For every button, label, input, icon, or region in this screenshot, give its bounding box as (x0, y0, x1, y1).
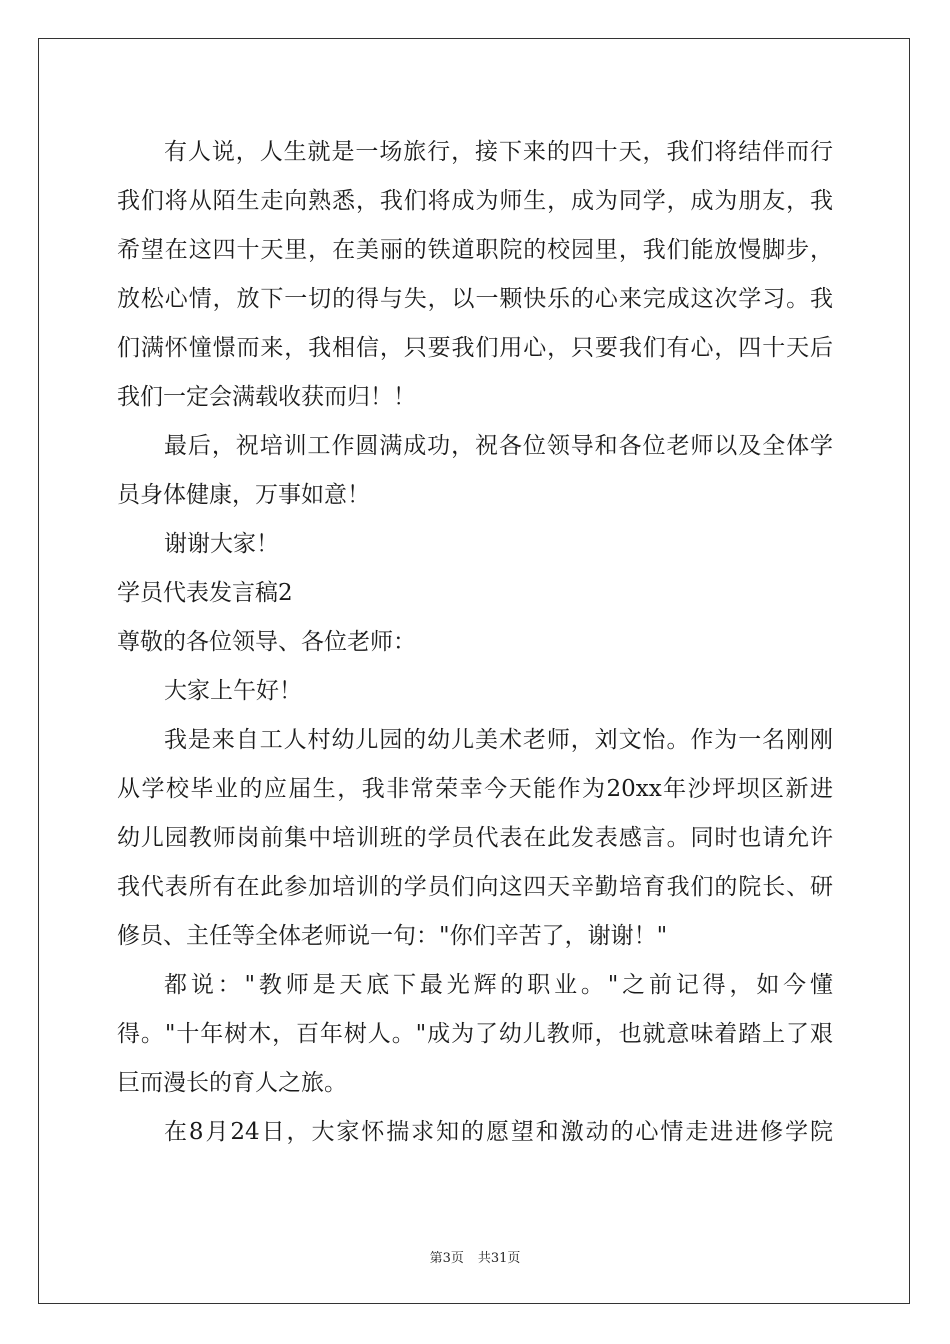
section-title: 学员代表发言稿2 (117, 580, 293, 606)
text-line: 最后，祝培训工作圆满成功，祝各位领导和各位老师以及全体学 (164, 433, 833, 459)
page-number: 第3页 (429, 1251, 464, 1266)
text-line: 我们将从陌生走向熟悉，我们将成为师生，成为同学，成为朋友，我 (117, 188, 833, 214)
greeting: 大家上午好！ (164, 678, 302, 704)
text-line: 希望在这四十天里，在美丽的铁道职院的校园里，我们能放慢脚步， (117, 237, 833, 263)
text-line: 们满怀憧憬而来，我相信，只要我们用心，只要我们有心，四十天后 (117, 335, 833, 361)
text-line: 我是来自工人村幼儿园的幼儿美术老师，刘文怡。作为一名刚刚 (164, 727, 833, 753)
text-line: 放松心情，放下一切的得与失，以一颗快乐的心来完成这次学习。我 (117, 286, 833, 312)
text-line: 员身体健康，万事如意！ (117, 482, 370, 508)
text-line: 从学校毕业的应届生，我非常荣幸今天能作为20xx年沙坪坝区新进 (117, 776, 833, 802)
text-line: 我代表所有在此参加培训的学员们向这四天辛勤培育我们的院长、研 (117, 874, 833, 900)
page-footer (0, 1247, 950, 1266)
salutation: 尊敬的各位领导、各位老师： (117, 629, 416, 655)
page-total: 共31页 (477, 1251, 521, 1266)
text-line: 有人说，人生就是一场旅行，接下来的四十天，我们将结伴而行 (164, 139, 833, 165)
text-line: 幼儿园教师岗前集中培训班的学员代表在此发表感言。同时也请允许 (117, 825, 833, 851)
text-line: 在8月24日，大家怀揣求知的愿望和激动的心情走进进修学院 (164, 1119, 833, 1145)
text-line: 都说："教师是天底下最光辉的职业。"之前记得，如今懂 (164, 972, 833, 998)
text-line: 巨而漫长的育人之旅。 (117, 1070, 347, 1096)
text-line: 修员、主任等全体老师说一句："你们辛苦了，谢谢！" (117, 923, 668, 949)
text-line: 得。"十年树木，百年树人。"成为了幼儿教师，也就意味着踏上了艰 (117, 1021, 833, 1047)
text-line: 谢谢大家！ (164, 531, 279, 557)
text-line: 我们一定会满载收获而归！！ (117, 384, 416, 410)
document-body (117, 128, 833, 1157)
